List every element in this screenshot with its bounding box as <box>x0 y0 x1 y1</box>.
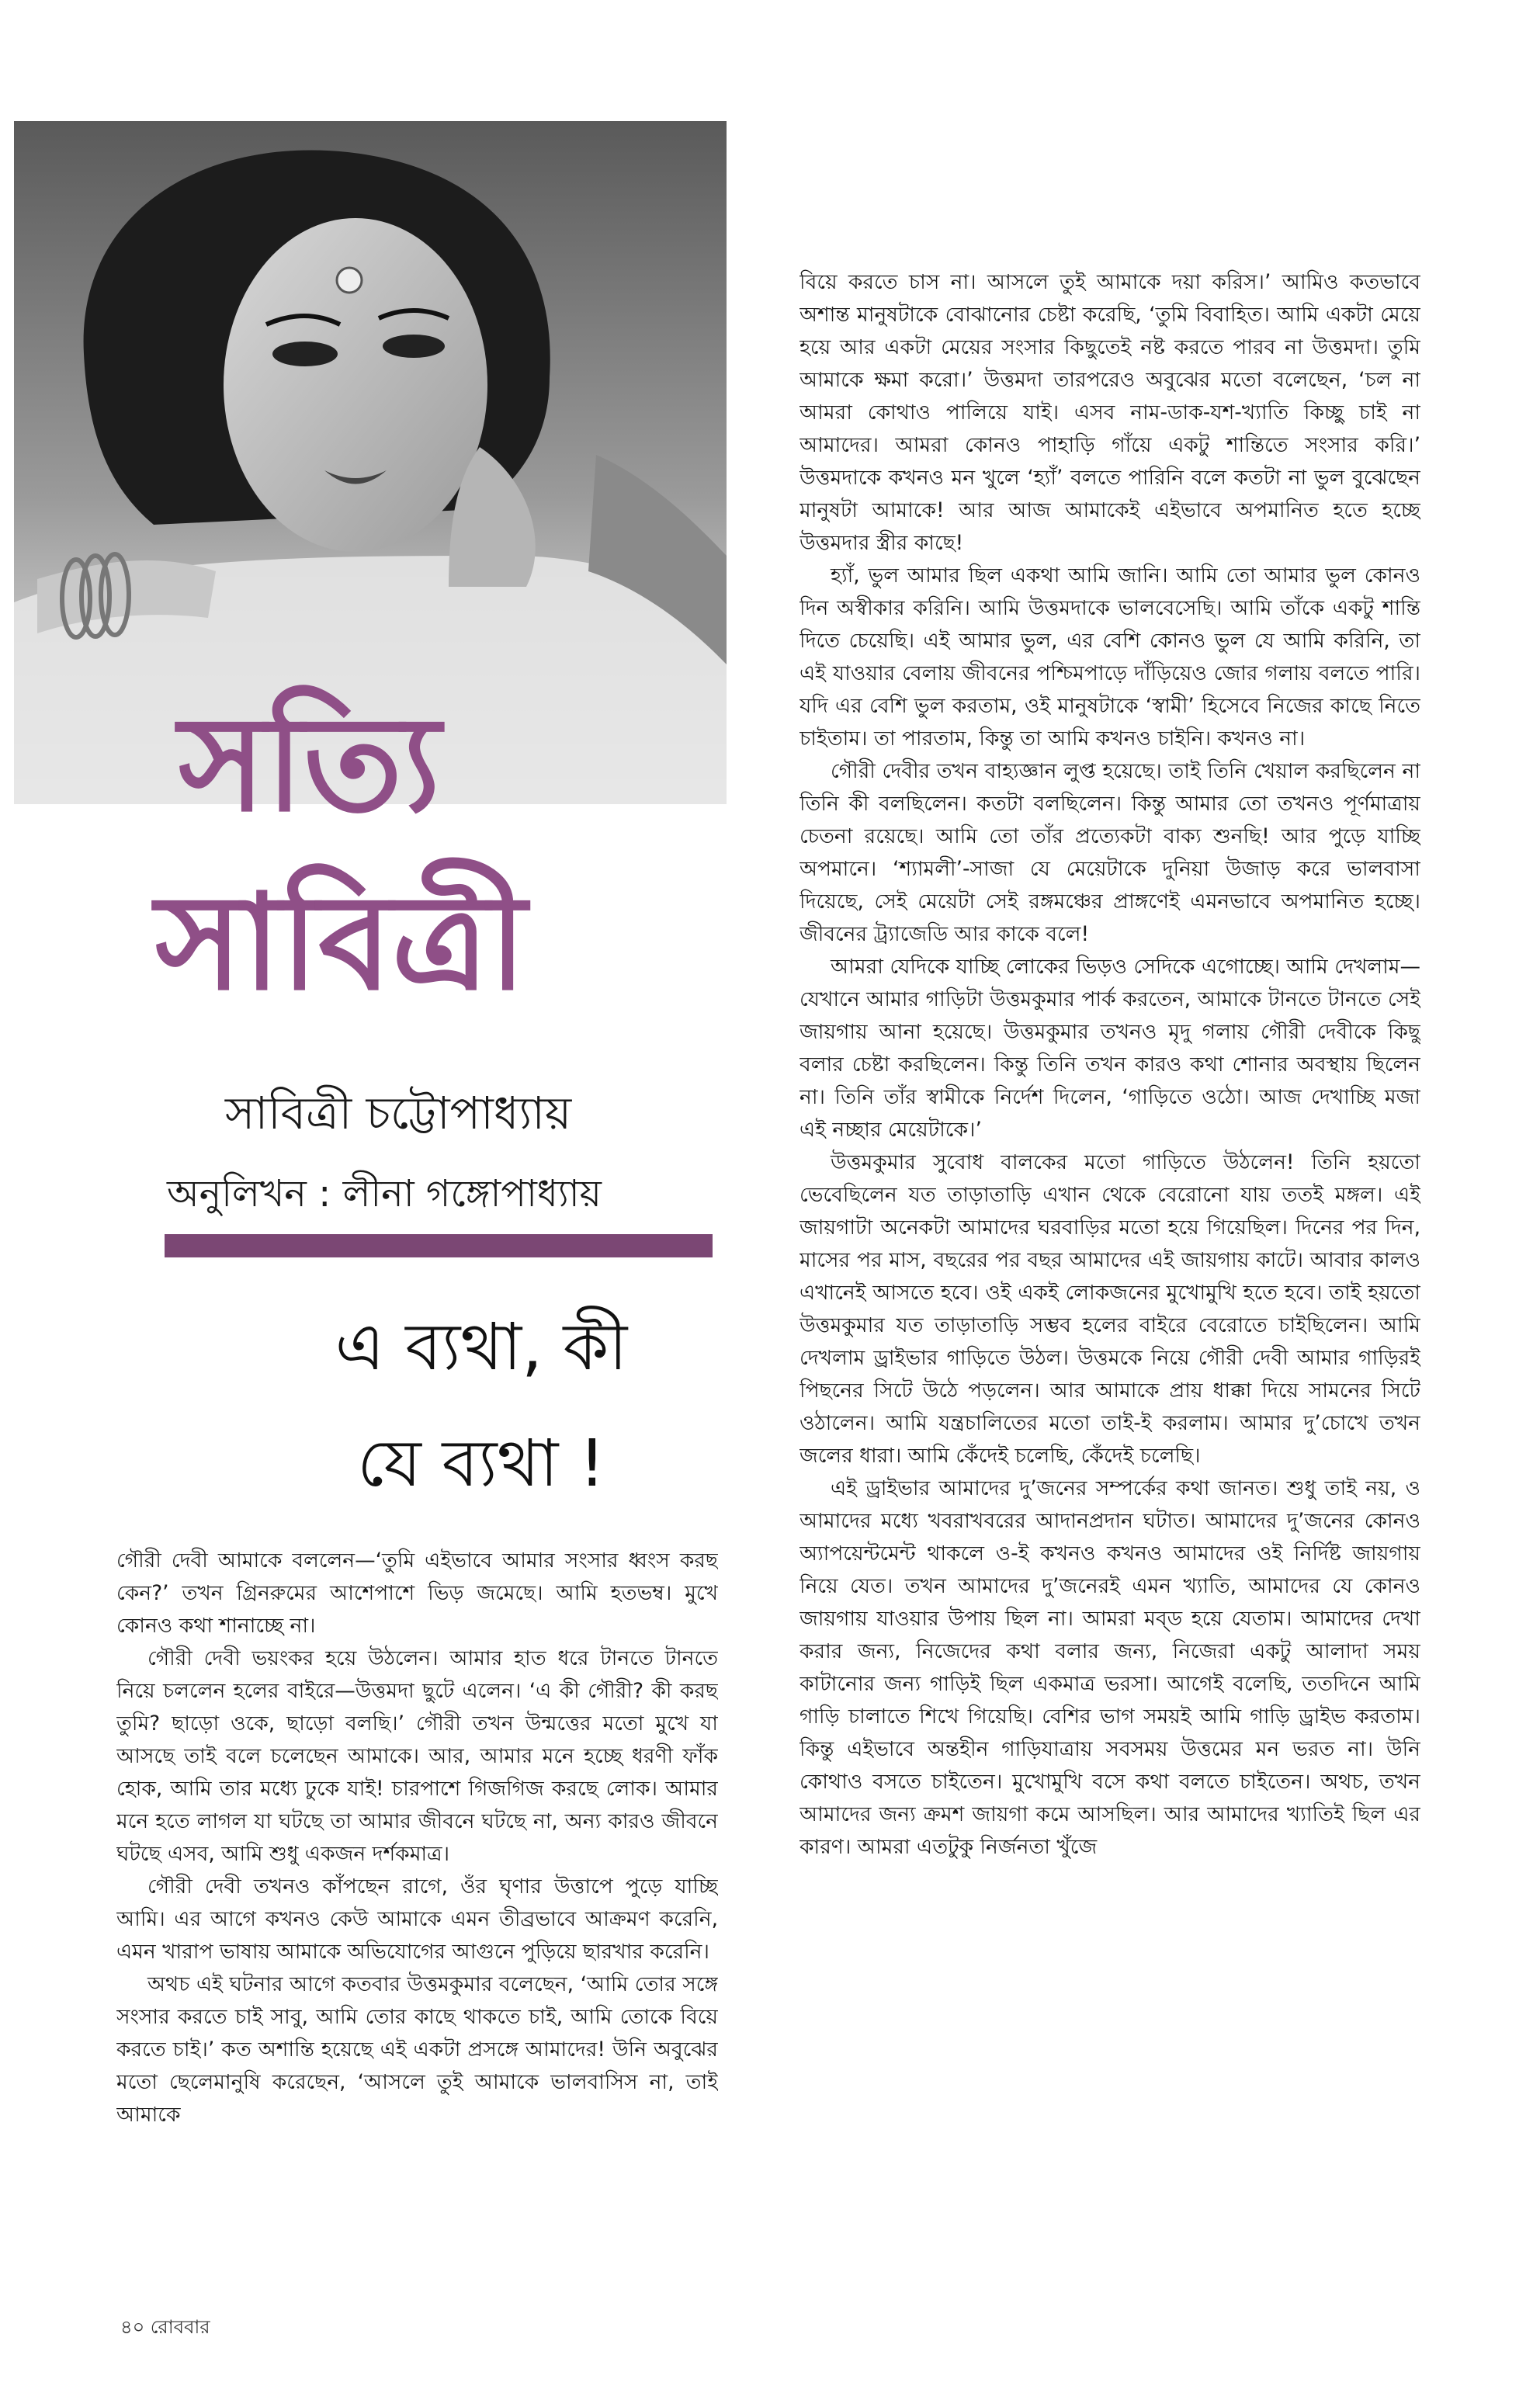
headline <box>233 1288 730 1521</box>
article-title <box>155 675 714 1032</box>
title-line-2: সাবিত্রী <box>155 866 527 1020</box>
paragraph: আমরা যেদিকে যাচ্ছি লোকের ভিড়ও সেদিকে এগোচ্ছে। আমি দেখলাম—যেখানে আমার গাড়িটা উত্তমকুমার পার্ক করতেন, আমাকে টানতে টানতে সেই জায়গায় আনা হয়েছে। উত্তমকুমার তখনও মৃদু গলায় গৌরী দেবীকে কিছু বলার চেষ্টা করছিলেন। কিন্তু তিনি তখন কারও কথা শোনার অবস্থায় ছিলেন না। তিনি তাঁর স্বামীকে নির্দেশ দিলেন, ‘গাড়িতে ওঠো। আজ দেখাচ্ছি মজা এই নচ্ছার মেয়েটাকে।’ <box>799 955 1420 1142</box>
paragraph: গৌরী দেবীর তখন বাহ্যজ্ঞান লুপ্ত হয়েছে। তাই তিনি খেয়াল করছিলেন না তিনি কী বলছিলেন। কতটা বলছিলেন। কিন্তু আমার তো তখনও পূর্ণমাত্রায় চেতনা রয়েছে। আমি তো তাঁর প্রত্যেকটা বাক্য শুনছি! আর পুড়ে যাচ্ছি অপমানে। ‘শ্যামলী’-সাজা যে মেয়েটাকে দুনিয়া উজাড় করে ভালবাসা দিয়েছে, সেই মেয়েটা সেই রঙ্গমঞ্চের প্রাঙ্গণেই এমনভাবে অপমানিত হচ্ছে। জীবনের ট্র্যাজেডি আর কাকে বলে! <box>799 759 1420 946</box>
paragraph: গৌরী দেবী আমাকে বললেন—‘তুমি এইভাবে আমার সংসার ধ্বংস করছ কেন?’ তখন গ্রিনরুমের আশেপাশে ভিড় জমেছে। আমি হতভম্ব। মুখে কোনও কথা শানাচ্ছে না। <box>116 1549 718 1638</box>
paragraph: এই ড্রাইভার আমাদের দু’জনের সম্পর্কের কথা জানত। শুধু তাই নয়, ও আমাদের মধ্যে খবরাখবরের আদানপ্রদান ঘটাত। আমাদের দু’জনের কোনও অ্যাপয়েন্টমেন্ট থাকলে ও-ই কখনও কখনও আমাদের ওই নির্দিষ্ট জায়গায় নিয়ে যেত। তখন আমাদের দু’জনেরই এমন খ্যাতি, আমাদের যে কোনও জায়গায় যাওয়ার উপায় ছিল না। আমরা মব্‌ড হয়ে যেতাম। আমাদের দেখা করার জন্য, নিজেদের কথা বলার জন্য, নিজেরা একটু আলাদা সময় কাটানোর জন্য গাড়িই ছিল একমাত্র ভরসা। আগেই বলেছি, ততদিনে আমি গাড়ি চালাতে শিখে গিয়েছি। বেশির ভাগ সময়ই আমি গাড়ি ড্রাইভ করতাম। কিন্তু এইভাবে অন্তহীন গাড়িযাত্রায় সবসময় উত্তমের মন ভরত না। উনি কোথাও বসতে চাইতেন। মুখোমুখি বসে কথা বলতে চাইতেন। অথচ, তখন আমাদের জন্য ক্রমশ জায়গা কমে আসছিল। আর আমাদের খ্যাতিই ছিল এর কারণ। আমরা এতটুকু নির্জনতা খুঁজে <box>799 1476 1420 1859</box>
headline-line-2: যে ব্যথা ! <box>357 1425 605 1501</box>
transcriber-byline: অনুলিখন : লীনা গঙ্গোপাধ্যায় <box>167 1172 602 1216</box>
paragraph: গৌরী দেবী তখনও কাঁপছেন রাগে, ওঁর ঘৃণার উত্তাপে পুড়ে যাচ্ছি আমি। এর আগে কখনও কেউ আমাকে এমন তীব্রভাবে আক্রমণ করেনি, এমন খারাপ ভাষায় আমাকে অভিযোগের আগুনে পুড়িয়ে ছারখার করেনি। <box>116 1875 718 1964</box>
page-footer: ৪০ রোববার <box>120 2316 210 2338</box>
paragraph: অথচ এই ঘটনার আগে কতবার উত্তমকুমার বলেছেন, ‘আমি তোর সঙ্গে সংসার করতে চাই সাবু, আমি তোর কাছে থাকতে চাই, আমি তোকে বিয়ে করতে চাই।’ কত অশান্তি হয়েছে এই একটা প্রসঙ্গে আমাদের! উনি অবুঝের মতো ছেলেমানুষি করেছেন, ‘আসলে তুই আমাকে ভালবাসিস না, তাই আমাকে <box>116 1972 718 2127</box>
right-column <box>799 266 1420 2284</box>
paragraph: বিয়ে করতে চাস না। আসলে তুই আমাকে দয়া করিস।’ আমিও কতভাবে অশান্ত মানুষটাকে বোঝানোর চেষ্টা করেছি, ‘তুমি বিবাহিত। আমি একটা মেয়ে হয়ে আর একটা মেয়ের সংসার কিছুতেই নষ্ট করতে পারব না উত্তমদা। তুমি আমাকে ক্ষমা করো।’ উত্তমদা তারপরেও অবুঝের মতো বলেছেন, ‘চল না আমরা কোথাও পালিয়ে যাই। এসব নাম-ডাক-যশ-খ্যাতি কিচ্ছু চাই না আমাদের। আমরা কোনও পাহাড়ি গাঁয়ে একটু শান্তিতে সংসার করি।’ উত্তমদাকে কখনও মন খুলে ‘হ্যাঁ’ বলতে পারিনি বলে কতটা না ভুল বুঝেছেন মানুষটা আমাকে! আর আজ আমাকেই এইভাবে অপমানিত হতে হচ্ছে উত্তমদার স্ত্রীর কাছে! <box>799 270 1420 555</box>
title-line-1: সত্যি <box>179 688 441 841</box>
paragraph: হ্যাঁ, ভুল আমার ছিল একথা আমি জানি। আমি তো আমার ভুল কোনও দিন অস্বীকার করিনি। আমি উত্তমদাকে ভালবেসেছি। আমি তাঁকে একটু শান্তি দিতে চেয়েছি। এই আমার ভুল, এর বেশি কোনও ভুল যে আমি করিনি, তা এই যাওয়ার বেলায় জীবনের পশ্চিমপাড়ে দাঁড়িয়েও জোর গলায় বলতে পারি। যদি এর বেশি ভুল করতাম, ওই মানুষটাকে ‘স্বামী’ হিসেবে নিজের কাছে নিতে চাইতাম। তা পারতাম, কিন্তু তা আমি কখনও চাইনি। কখনও না। <box>799 564 1420 751</box>
left-column <box>116 1545 718 2274</box>
divider-bar <box>165 1234 713 1257</box>
author-byline: সাবিত্রী চট্টোপাধ্যায় <box>225 1087 572 1139</box>
paragraph: উত্তমকুমার সুবোধ বালকের মতো গাড়িতে উঠলেন! তিনি হয়তো ভেবেছিলেন যত তাড়াতাড়ি এখান থেকে বেরোনো যায় ততই মঙ্গল। এই জায়গাটা অনেকটা আমাদের ঘরবাড়ির মতো হয়ে গিয়েছিল। দিনের পর দিন, মাসের পর মাস, বছরের পর বছর আমাদের এই জায়গায় কাটে। আবার কালও এখানেই আসতে হবে। ওই একই লোকজনের মুখোমুখি হতে হবে। তাই হয়তো উত্তমকুমার যত তাড়াতাড়ি সম্ভব হলের বাইরে বেরোতে চাইছিলেন। আমি দেখলাম ড্রাইভার গাড়িতে উঠল। উত্তমকে নিয়ে গৌরী দেবী আমার গাড়িরই পিছনের সিটে উঠে পড়লেন। আর আমাকে প্রায় ধাক্কা দিয়ে সামনের সিটে ওঠালেন। আমি যন্ত্রচালিতের মতো তাই-ই করলাম। আমার দু’চোখে তখন জলের ধারা। আমি কেঁদেই চলেছি, কেঁদেই চলেছি। <box>799 1150 1420 1468</box>
paragraph: গৌরী দেবী ভয়ংকর হয়ে উঠলেন। আমার হাত ধরে টানতে টানতে নিয়ে চললেন হলের বাইরে—উত্তমদা ছুটে এলেন। ‘এ কী গৌরী? কী করছ তুমি? ছাড়ো ওকে, ছাড়ো বলছি।’ গৌরী তখন উন্মত্তের মতো মুখে যা আসছে তাই বলে চলেছেন আমাকে। আর, আমার মনে হচ্ছে ধরণী ফাঁক হোক, আমি তার মধ্যে ঢুকে যাই! চারপাশে গিজগিজ করছে লোক। আমার মনে হতে লাগল যা ঘটছে তা আমার জীবনে ঘটছে না, অন্য কারও জীবনে ঘটছে এসব, আমি শুধু একজন দর্শকমাত্র। <box>116 1646 718 1866</box>
headline-line-1: এ ব্যথা, কী <box>335 1309 628 1385</box>
